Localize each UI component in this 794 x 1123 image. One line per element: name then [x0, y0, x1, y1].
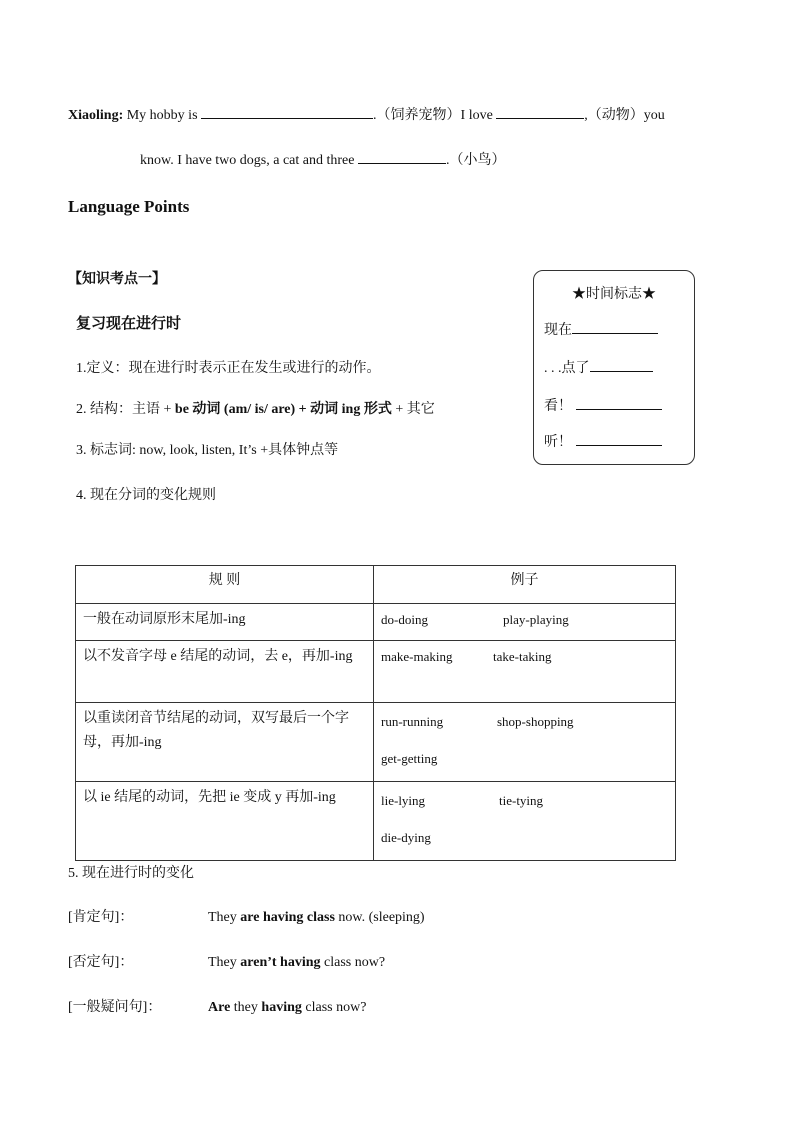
table-header-row — [76, 566, 676, 604]
dialogue-text: .（饲养宠物）I love — [373, 108, 493, 123]
example-word: take-taking — [493, 649, 552, 664]
answer-blank[interactable] — [358, 151, 446, 164]
answer-blank[interactable] — [590, 359, 653, 372]
answer-blank[interactable] — [572, 321, 658, 334]
dialogue-text: know. I have two dogs, a cat and three — [140, 153, 355, 168]
time-marker-box — [533, 270, 695, 465]
time-row — [544, 395, 662, 415]
sentence-text: they — [230, 1000, 262, 1015]
time-row — [544, 319, 658, 339]
dialogue-text: .（小鸟） — [445, 153, 506, 168]
example-cell — [374, 703, 676, 782]
sentence-bold: are having class — [240, 910, 335, 925]
sentence-text: class now? — [320, 955, 386, 970]
sentence-bold: having — [261, 1000, 302, 1015]
example-cell — [374, 604, 676, 641]
sentence-bold: Are — [208, 1000, 231, 1015]
item-structure — [76, 398, 435, 418]
rule-cell: 以 ie 结尾的动词，先把 ie 变成 y 再加-ing — [76, 782, 374, 861]
section-title: Language Points — [68, 197, 190, 216]
speaker-name: Xiaoling: — [68, 108, 124, 123]
sentence-bold: aren’t having — [240, 955, 321, 970]
sentence-label: [一般疑问句]： — [68, 1000, 162, 1015]
example-word: tie-tying — [499, 793, 544, 808]
header-rule: 规 则 — [76, 566, 374, 604]
time-row-label: . . .点了 — [544, 361, 590, 376]
example-word: run-running — [381, 714, 444, 729]
rule-cell: 以不发音字母 e 结尾的动词，去 e，再加-ing — [76, 641, 374, 703]
sentence-label: [肯定句]： — [68, 910, 134, 925]
sentence-text: now. (sleeping) — [334, 910, 425, 925]
structure-text: 2. 结构：主语 + — [76, 402, 175, 417]
answer-blank[interactable] — [201, 106, 373, 119]
table-row — [76, 641, 676, 703]
table-row — [76, 703, 676, 782]
example-word: die-dying — [381, 830, 431, 845]
rules-table — [75, 565, 676, 861]
sentence-text: class now? — [301, 1000, 367, 1015]
example-word: get-getting — [381, 751, 438, 766]
time-row — [544, 431, 662, 451]
answer-blank[interactable] — [576, 397, 662, 410]
table-row — [76, 604, 676, 641]
example-cell — [374, 782, 676, 861]
sentence-question — [68, 996, 366, 1016]
example-word: play-playing — [503, 612, 569, 627]
sentence-text: They — [208, 955, 241, 970]
rule-cell: 一般在动词原形末尾加-ing — [76, 604, 374, 641]
dialogue-text: ,（动物）you — [584, 108, 665, 123]
sentence-negative — [68, 951, 385, 971]
time-box-title: ★时间标志★ — [572, 287, 656, 302]
structure-text: + 其它 — [391, 402, 435, 417]
item-rules-intro: 4. 现在分词的变化规则 — [76, 488, 216, 503]
dialogue-text: My hobby is — [126, 108, 198, 123]
time-row — [544, 357, 653, 377]
example-word: lie-lying — [381, 793, 426, 808]
time-row-label: 听！ — [544, 435, 572, 450]
example-word: shop-shopping — [497, 714, 574, 729]
answer-blank[interactable] — [496, 106, 584, 119]
structure-formula: be 动词 (am/ is/ are) + 动词 ing 形式 — [174, 402, 392, 417]
header-example: 例子 — [374, 566, 676, 604]
item-markers: 3. 标志词: now, look, listen, It’s +具体钟点等 — [76, 443, 339, 458]
example-cell — [374, 641, 676, 703]
rule-cell: 以重读闭音节结尾的动词，双写最后一个字母，再加-ing — [76, 703, 374, 782]
example-word: do-doing — [381, 612, 428, 627]
sentence-label: [否定句]： — [68, 955, 134, 970]
example-word: make-making — [381, 649, 453, 664]
table-row — [76, 782, 676, 861]
subheading: 复习现在进行时 — [76, 316, 182, 332]
sentence-text: They — [208, 910, 241, 925]
item-definition: 1.定义：现在进行时表示正在发生或进行的动作。 — [76, 361, 381, 376]
point-heading: 【知识考点一】 — [68, 272, 166, 287]
answer-blank[interactable] — [576, 433, 662, 446]
time-row-label: 看！ — [544, 399, 572, 414]
dialogue-line-1 — [68, 104, 665, 124]
item-transform: 5. 现在进行时的变化 — [68, 866, 194, 881]
time-row-label: 现在 — [544, 323, 572, 338]
sentence-affirmative — [68, 906, 425, 926]
dialogue-line-2 — [140, 149, 505, 169]
